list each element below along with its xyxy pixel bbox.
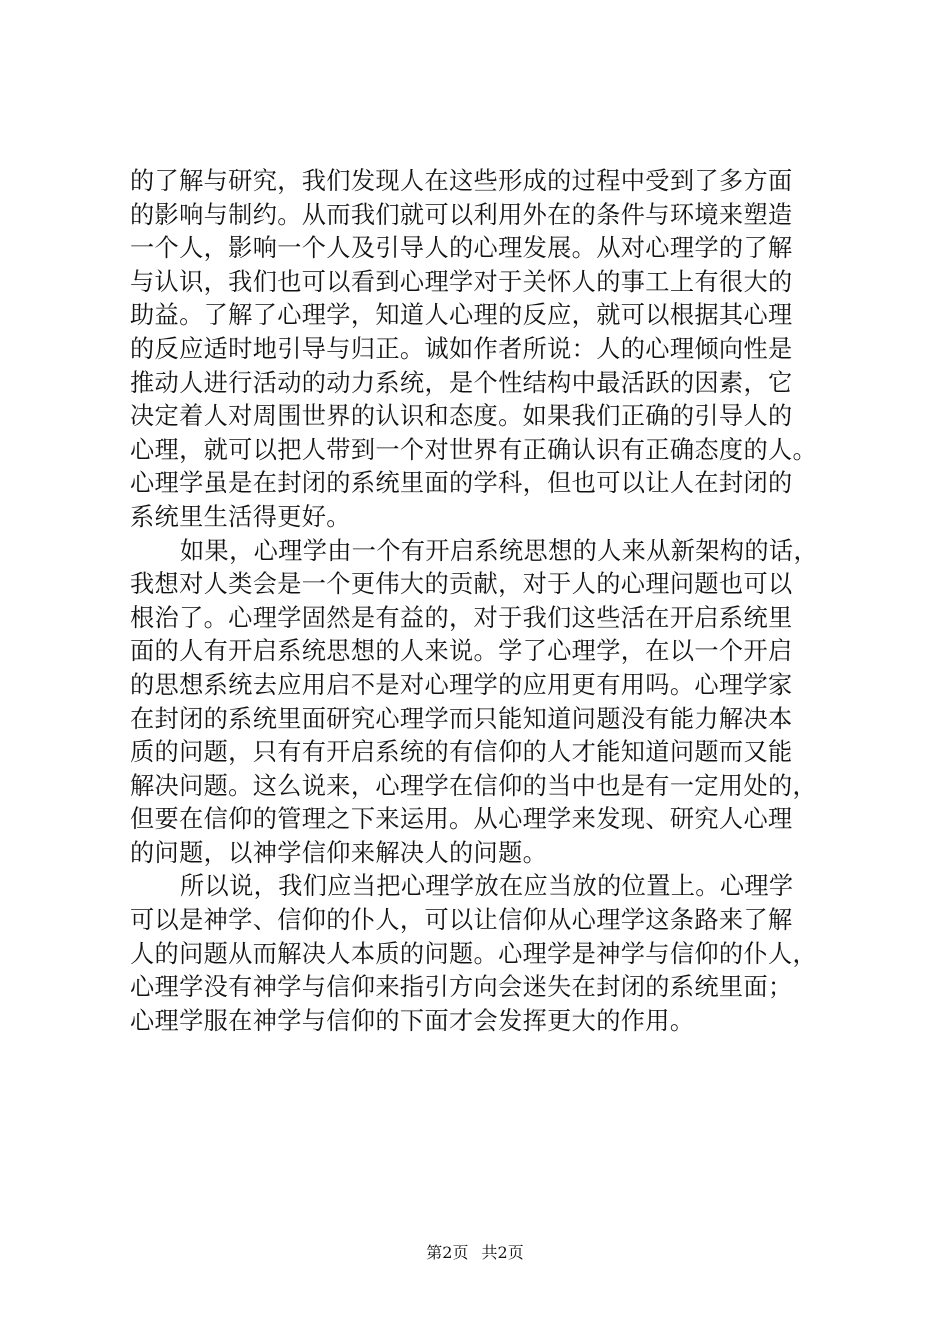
text-line: 的问题，以神学信仰来解决人的问题。: [130, 838, 548, 867]
paragraph-start-line: 所以说，我们应当把心理学放在应当放的位置上。心理学: [180, 872, 794, 901]
text-line: 的思想系统去应用启不是对心理学的应用更有用吗。心理学家: [130, 670, 793, 699]
text-line: 可以是神学、信仰的仆人，可以让信仰从心理学这条路来了解: [130, 906, 793, 935]
page-number: 第2页: [426, 1243, 469, 1262]
text-line: 助益。了解了心理学，知道人心理的反应，就可以根据其心理: [130, 301, 793, 330]
paragraph-start-line: 如果，心理学由一个有开启系统思想的人来从新架构的话，: [180, 536, 818, 565]
text-line: 心理学虽是在封闭的系统里面的学科，但也可以让人在封闭的: [130, 469, 793, 498]
text-line: 面的人有开启系统思想的人来说。学了心理学，在以一个开启: [130, 637, 793, 666]
text-line: 推动人进行活动的动力系统，是个性结构中最活跃的因素，它: [130, 368, 793, 397]
text-line: 决定着人对周围世界的认识和态度。如果我们正确的引导人的: [130, 402, 793, 431]
text-line: 的影响与制约。从而我们就可以利用外在的条件与环境来塑造: [130, 200, 793, 229]
text-line: 解决问题。这么说来，心理学在信仰的当中也是有一定用处的，: [130, 771, 818, 800]
text-line: 一个人，影响一个人及引导人的心理发展。从对心理学的了解: [130, 234, 793, 263]
document-body: [130, 165, 830, 1038]
text-line: 心理，就可以把人带到一个对世界有正确认识有正确态度的人。: [130, 435, 818, 464]
text-line: 的了解与研究，我们发现人在这些形成的过程中受到了多方面: [130, 167, 793, 195]
text-line: 与认识，我们也可以看到心理学对于关怀人的事工上有很大的: [130, 267, 793, 296]
text-line: 心理学服在神学与信仰的下面才会发挥更大的作用。: [130, 1006, 695, 1035]
text-line: 质的问题，只有有开启系统的有信仰的人才能知道问题而又能: [130, 738, 793, 767]
text-line: 在封闭的系统里面研究心理学而只能知道问题没有能力解决本: [130, 704, 793, 733]
text-line: 的反应适时地引导与归正。诚如作者所说：人的心理倾向性是: [130, 334, 793, 363]
text-line: 但要在信仰的管理之下来运用。从心理学来发现、研究人心理: [130, 805, 793, 834]
page-footer: [0, 1243, 950, 1263]
text-line: 心理学没有神学与信仰来指引方向会迷失在封闭的系统里面；: [130, 973, 793, 1002]
text-line: 系统里生活得更好。: [130, 502, 351, 531]
page-total: 共2页: [481, 1243, 524, 1262]
text-line: 我想对人类会是一个更伟大的贡献，对于人的心理问题也可以: [130, 570, 793, 599]
text-line: 人的问题从而解决人本质的问题。心理学是神学与信仰的仆人，: [130, 939, 818, 968]
text-line: 根治了。心理学固然是有益的，对于我们这些活在开启系统里: [130, 603, 793, 632]
